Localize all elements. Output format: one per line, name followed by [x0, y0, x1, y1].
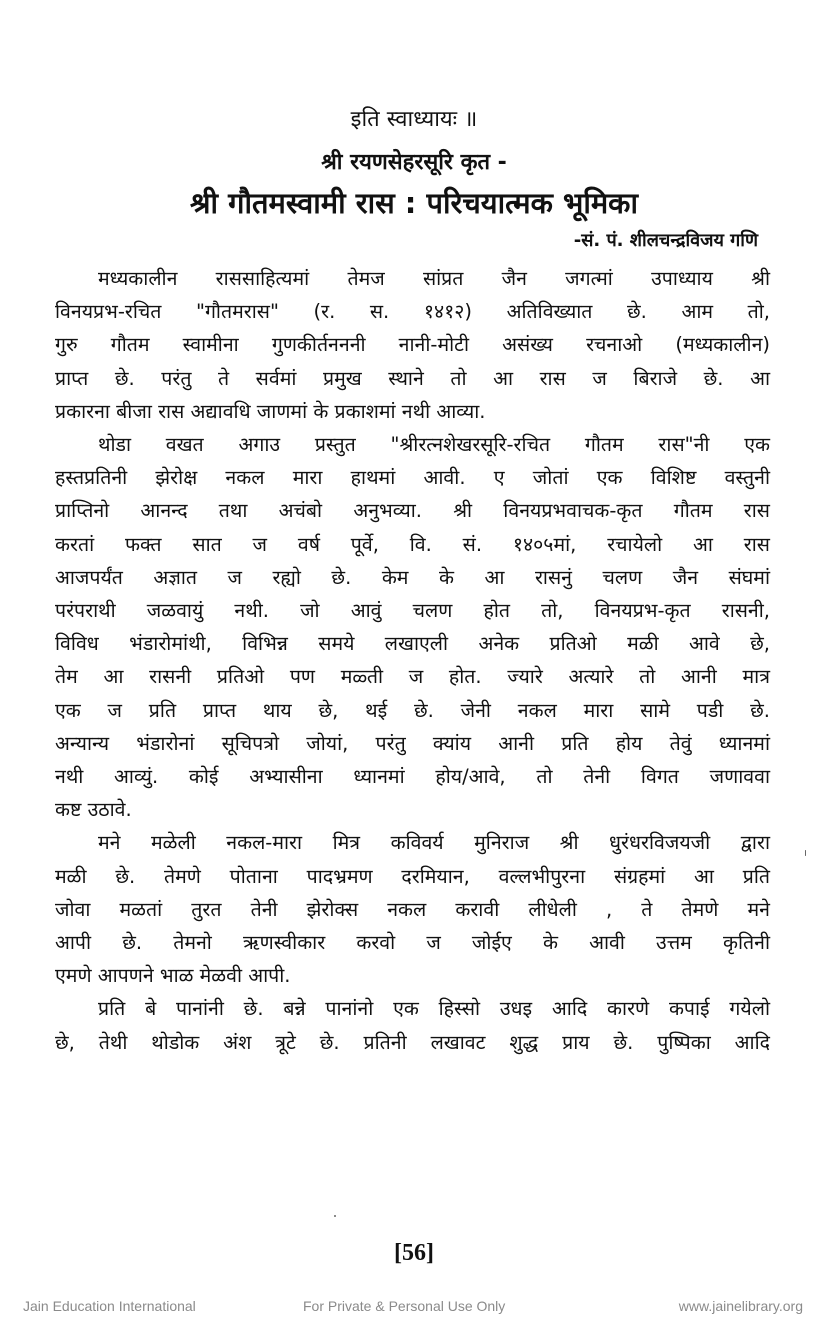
text-line: थोडा वखत अगाउ प्रस्तुत "श्रीरत्नशेखरसूरि-रचित गौतम रास"नी एक [98, 433, 770, 457]
page-number: [56] [394, 1240, 434, 1266]
editor-credit: -सं. पं. शीलचन्द्रविजय गणि [573, 230, 758, 251]
footer [0, 1298, 828, 1318]
text-line: करतां फक्त सात ज वर्ष पूर्वे, वि. सं. १४०५मां, रचायेलो आ रास [55, 532, 770, 556]
text-line: आजपर्यंत अज्ञात ज रह्यो छे. केम के आ रासनुं चलण जैन संघमां [55, 565, 770, 589]
scan-speck [334, 1215, 336, 1217]
text-line: मने मळेली नकल-मारा मित्र कविवर्य मुनिराज श्री धुरंधरविजयजी द्वारा [98, 831, 770, 855]
body-text [55, 262, 770, 1059]
text-line: हस्तप्रतिनी झेरोक्ष नकल मारा हाथमां आवी. ए जोतां एक विशिष्ट वस्तुनी [55, 466, 770, 490]
text-line: विविध भंडारोमांथी, विभिन्न समये लखाएली अनेक प्रतिओ मळी आवे छे, [55, 632, 770, 656]
footer-publisher: Jain Education International [23, 1298, 196, 1314]
page-title: श्री गौतमस्वामी रास : परिचयात्मक भूमिका [190, 186, 638, 220]
text-line: कष्ट उठावे. [55, 798, 132, 822]
text-line: प्राप्तिनो आनन्द तथा अचंबो अनुभव्या. श्री विनयप्रभवाचक-कृत गौतम रास [55, 499, 770, 523]
text-line: प्रकारना बीजा रास अद्यावधि जाणमां के प्रकाशमां नथी आव्या. [55, 399, 486, 423]
paragraph-3 [55, 826, 770, 992]
text-line: गुरु गौतम स्वामीना गुणकीर्तनननी नानी-मोटी असंख्य रचनाओ (मध्यकालीन) [55, 333, 770, 357]
text-line: तेम आ रासनी प्रतिओ पण मळ्ती ज होत. ज्यारे अत्यारे तो आनी मात्र [55, 665, 770, 689]
text-line: एक ज प्रति प्राप्त थाय छे, थई छे. जेनी नकल मारा सामे पडी छे. [55, 698, 770, 722]
text-line: नथी आव्युं. कोई अभ्यासीना ध्यानमां होय/आवे, तो तेनी विगत जणाववा [55, 765, 770, 789]
text-line: मळी छे. तेमणे पोताना पादभ्रमण दरमियान, वल्लभीपुरना संग्रहमां आ प्रति [55, 864, 770, 888]
text-line: विनयप्रभ-रचित "गौतमरास" (र. स. १४१२) अतिविख्यात छे. आम तो, [55, 300, 770, 324]
scan-mark [805, 850, 806, 856]
text-line: परंपराथी जळवायुं नथी. जो आवुं चलण होत तो, विनयप्रभ-कृत रासनी, [55, 599, 770, 623]
text-line: प्राप्त छे. परंतु ते सर्वमां प्रमुख स्थाने तो आ रास ज बिराजे छे. आ [55, 366, 770, 390]
text-line: प्रति बे पानांनी छे. बन्ने पानांनो एक हिस्सो उधइ आदि कारणे कपाई गयेलो [98, 997, 770, 1021]
footer-usage-notice: For Private & Personal Use Only [303, 1298, 506, 1314]
text-line: जोवा मळतां तुरत तेनी झेरोक्स नकल करावी लीधेली , ते तेमणे मने [55, 897, 770, 921]
paragraph-1 [55, 262, 770, 428]
footer-website-link[interactable]: www.jainelibrary.org [678, 1298, 803, 1314]
paragraph-2 [55, 428, 770, 826]
iti-svadhyaya-line: इति स्वाध्यायः ॥ [350, 107, 478, 132]
text-line: मध्यकालीन राससाहित्यमां तेमज सांप्रत जैन जगत्मां उपाध्याय श्री [98, 267, 770, 290]
text-line: एमणे आपणने भाळ मेळवी आपी. [55, 964, 291, 988]
text-line: आपी छे. तेमनो ऋणस्वीकार करवो ज जोईए के आवी उत्तम कृतिनी [55, 931, 770, 955]
author-attribution-line: श्री रयणसेहरसूरि कृत - [321, 150, 507, 175]
text-line: छे, तेथी थोडोक अंश त्रूटे छे. प्रतिनी लखावट शुद्ध प्राय छे. पुष्पिका आदि [55, 1030, 770, 1054]
text-line: अन्यान्य भंडारोनां सूचिपत्रो जोयां, परंतु क्यांय आनी प्रति होय तेवुं ध्यानमां [55, 731, 770, 755]
paragraph-4 [55, 992, 770, 1058]
